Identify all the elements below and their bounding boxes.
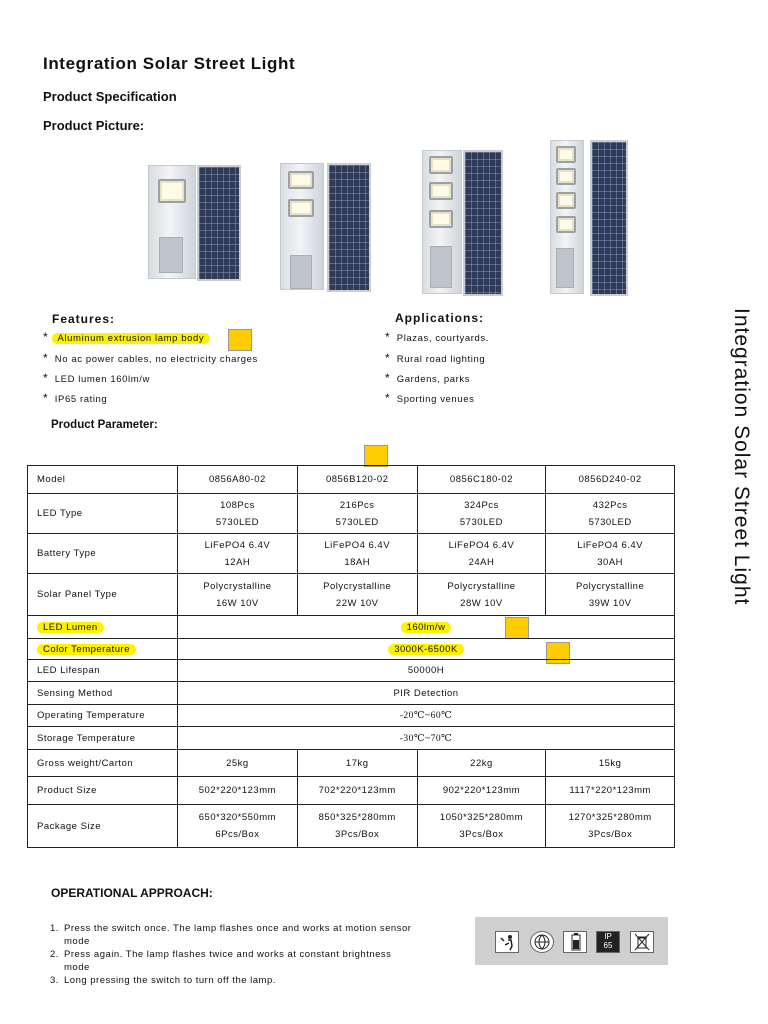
- table-row: [28, 466, 675, 494]
- table-row: [28, 494, 675, 534]
- applications-heading: Applications:: [395, 311, 485, 325]
- row-label: Sensing Method: [28, 682, 178, 705]
- table-cell: Polycrystalline 28W 10V: [417, 574, 546, 616]
- vertical-title: Integration Solar Street Light: [730, 308, 753, 606]
- feature-text: No ac power cables, no electricity charges: [54, 354, 258, 365]
- application-text: Rural road lighting: [396, 354, 486, 365]
- table-cell: 17kg: [297, 750, 417, 777]
- page-title: Integration Solar Street Light: [43, 54, 296, 73]
- table-cell: 1270*325*280mm 3Pcs/Box: [546, 805, 675, 848]
- application-item: * Gardens, parks: [385, 371, 471, 385]
- table-cell: 3000K-6500K: [178, 639, 675, 660]
- feature-text: LED lumen 160lm/w: [54, 374, 150, 385]
- table-cell: 650*320*550mm 6Pcs/Box: [178, 805, 298, 848]
- table-row: [28, 750, 675, 777]
- step-item: 1. Press the switch once. The lamp flashes once and works at motion sensor mode: [50, 923, 412, 947]
- table-cell: Polycrystalline 16W 10V: [178, 574, 298, 616]
- table-cell: LiFePO4 6.4V 12AH: [178, 534, 298, 574]
- application-item: * Plazas, courtyards.: [385, 330, 489, 344]
- row-label: LED Type: [28, 494, 178, 534]
- table-cell: 15kg: [546, 750, 675, 777]
- table-cell: LiFePO4 6.4V 30AH: [546, 534, 675, 574]
- table-row: [28, 682, 675, 705]
- application-item: * Sporting venues: [385, 391, 475, 405]
- step-item: 3. Long pressing the switch to turn off the lamp.: [50, 975, 276, 986]
- table-cell: LiFePO4 6.4V 18AH: [297, 534, 417, 574]
- table-cell: 502*220*123mm: [178, 777, 298, 805]
- row-label: Battery Type: [28, 534, 178, 574]
- table-cell: LiFePO4 6.4V 24AH: [417, 534, 546, 574]
- row-label: Storage Temperature: [28, 727, 178, 750]
- application-item: * Rural road lighting: [385, 351, 486, 365]
- table-cell: 902*220*123mm: [417, 777, 546, 805]
- row-label: Color Temperature: [28, 639, 178, 660]
- ip65-icon: [596, 931, 620, 953]
- product-image-b120: [277, 163, 377, 291]
- table-row: [28, 574, 675, 616]
- operational-steps: [50, 922, 420, 987]
- row-label: Operating Temperature: [28, 705, 178, 727]
- feature-text: IP65 rating: [54, 394, 108, 405]
- table-row: [28, 777, 675, 805]
- table-cell: 1050*325*280mm 3Pcs/Box: [417, 805, 546, 848]
- no-disposal-icon: [630, 931, 654, 953]
- features-heading: Features:: [52, 312, 116, 326]
- table-row: [28, 660, 675, 682]
- row-label: LED Lifespan: [28, 660, 178, 682]
- feature-text: Aluminum extrusion lamp body: [52, 333, 211, 344]
- product-image-c180: [420, 150, 520, 295]
- table-cell: 160lm/w: [178, 616, 675, 639]
- table-cell: 22kg: [417, 750, 546, 777]
- table-cell: 108Pcs 5730LED: [178, 494, 298, 534]
- table-cell: Polycrystalline 22W 10V: [297, 574, 417, 616]
- globe-icon: [530, 931, 554, 953]
- application-text: Gardens, parks: [396, 374, 471, 385]
- picture-heading: Product Picture:: [43, 118, 145, 133]
- step-item: 2. Press again. The lamp flashes twice and works at constant brightness mode: [50, 949, 392, 973]
- feature-item: * No ac power cables, no electricity charges: [43, 351, 258, 365]
- table-cell: 432Pcs 5730LED: [546, 494, 675, 534]
- operational-heading: OPERATIONAL APPROACH:: [51, 886, 213, 900]
- row-label: Model: [28, 466, 178, 494]
- table-cell: -30℃~70℃: [178, 727, 675, 750]
- model-cell: 0856A80-02: [178, 466, 298, 494]
- row-label: Solar Panel Type: [28, 574, 178, 616]
- ip-rating: 65: [603, 941, 613, 950]
- table-cell: 25kg: [178, 750, 298, 777]
- table-cell: 702*220*123mm: [297, 777, 417, 805]
- model-cell: 0856D240-02: [546, 466, 675, 494]
- row-label: Package Size: [28, 805, 178, 848]
- parameter-table: [27, 465, 675, 848]
- row-label: Gross weight/Carton: [28, 750, 178, 777]
- row-label: Product Size: [28, 777, 178, 805]
- table-cell: -20℃~60℃: [178, 705, 675, 727]
- table-cell: 216Pcs 5730LED: [297, 494, 417, 534]
- certification-icons: [475, 917, 668, 965]
- yellow-marker: [364, 445, 388, 467]
- feature-item: * LED lumen 160lm/w: [43, 371, 150, 385]
- table-row: [28, 616, 675, 639]
- feature-item: * Aluminum extrusion lamp body: [43, 330, 343, 344]
- table-row: [28, 727, 675, 750]
- table-cell: Polycrystalline 39W 10V: [546, 574, 675, 616]
- application-text: Plazas, courtyards.: [396, 333, 489, 344]
- table-row: [28, 805, 675, 848]
- table-cell: 1117*220*123mm: [546, 777, 675, 805]
- table-row: [28, 639, 675, 660]
- product-image-d240: [548, 140, 638, 295]
- row-label: LED Lumen: [28, 616, 178, 639]
- spec-heading: Product Specification: [43, 89, 177, 104]
- ip-label: IP: [604, 932, 612, 941]
- application-text: Sporting venues: [396, 394, 475, 405]
- yellow-marker: [228, 329, 252, 351]
- table-cell: 324Pcs 5730LED: [417, 494, 546, 534]
- table-cell: 50000H: [178, 660, 675, 682]
- table-row: [28, 705, 675, 727]
- table-cell: PIR Detection: [178, 682, 675, 705]
- product-image-a80: [145, 165, 245, 280]
- feature-item: * IP65 rating: [43, 391, 108, 405]
- table-cell: 850*325*280mm 3Pcs/Box: [297, 805, 417, 848]
- battery-icon: [563, 931, 587, 953]
- table-row: [28, 534, 675, 574]
- model-cell: 0856B120-02: [297, 466, 417, 494]
- parameter-heading: Product Parameter:: [51, 419, 158, 431]
- model-cell: 0856C180-02: [417, 466, 546, 494]
- motion-sensor-icon: [495, 931, 519, 953]
